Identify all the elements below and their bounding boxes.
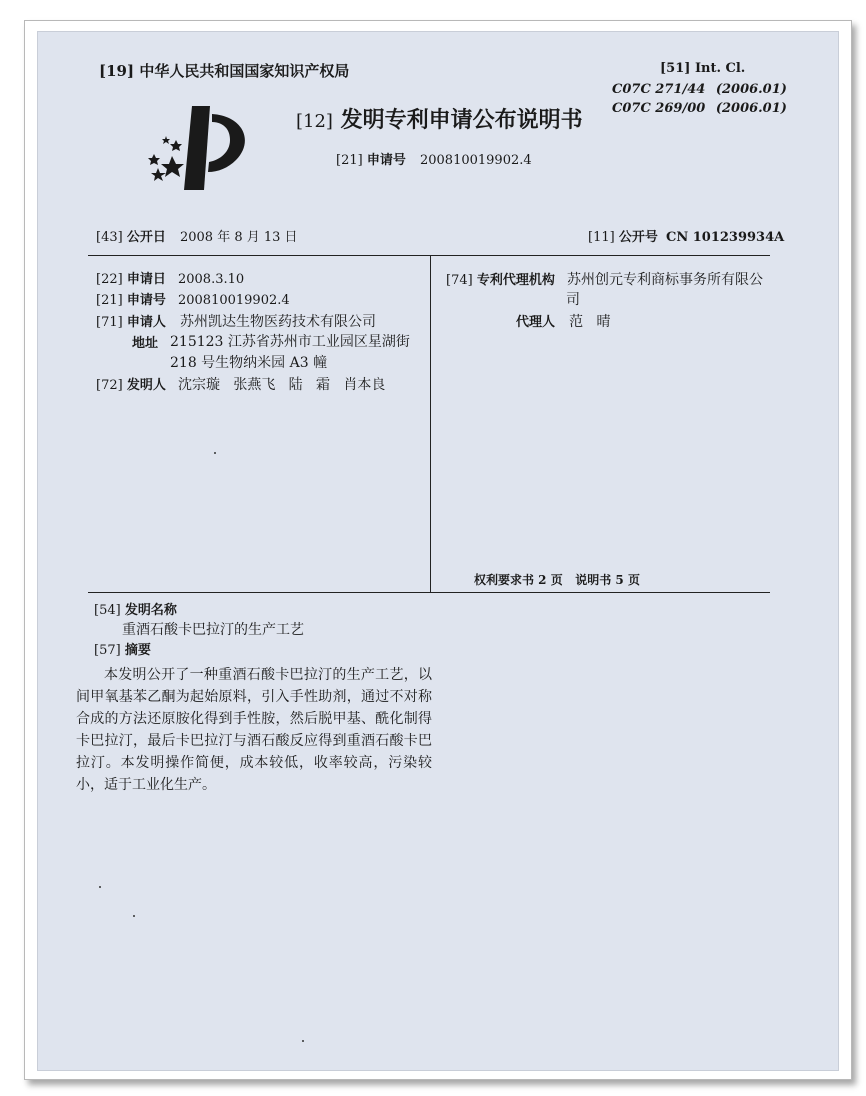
- pub-date-label: 公开日: [126, 230, 166, 245]
- column-divider: [430, 256, 431, 592]
- applicant-code: [71]: [96, 315, 123, 330]
- agency-code: [74]: [446, 273, 473, 288]
- abstract-text: 本发明公开了一种重酒石酸卡巴拉汀的生产工艺，以间甲氧基苯乙酮为起始原料，引入手性助剂，通过不对称合成的方法还原胺化得到手性胺，然后脱甲基、酰化制得卡巴拉汀，最后卡巴拉汀与酒石酸反应得到重酒石酸卡巴拉汀。本发明操作简便，成本较低，收率较高，污染较小，适于工业化生产。: [76, 667, 432, 793]
- publication-date: [96, 230, 298, 246]
- applicant: [96, 314, 376, 331]
- title-code: [54]: [94, 603, 121, 618]
- pub-no-code: [11]: [588, 230, 615, 245]
- agent-label: 代理人: [516, 315, 556, 330]
- pub-date-code: [43]: [96, 230, 123, 245]
- cnipa-logo-icon: [132, 102, 258, 196]
- authority-code: [19]: [99, 62, 135, 80]
- patent-agency: [446, 272, 763, 289]
- divider-bottom: [88, 592, 770, 593]
- invention-title-heading: [94, 603, 177, 619]
- authority-name: 中华人民共和国国家知识产权局: [139, 62, 350, 80]
- int-cl-entry-2: [612, 101, 787, 117]
- agent-name: 范 晴: [569, 314, 611, 330]
- page-count: 权利要求书 2 页 说明书 5 页: [474, 573, 640, 587]
- app-no-value: 200810019902.4: [419, 153, 532, 168]
- abstract-label: 摘要: [124, 643, 151, 658]
- address-line-2: 218 号生物纳米园 A3 幢: [170, 355, 328, 371]
- inventor-label: 发明人: [126, 378, 166, 393]
- int-cl-1-code: C07C 271/44: [612, 82, 706, 97]
- address-line-1: 215123 江苏省苏州市工业园区星湖街: [170, 334, 410, 350]
- publication-number: [588, 230, 784, 246]
- pub-no-label: 公开号: [618, 230, 658, 245]
- filing-date-value: 2008.3.10: [177, 272, 245, 287]
- doc-type-name: 发明专利申请公布说明书: [340, 107, 583, 133]
- doc-type-code: [12]: [296, 111, 333, 132]
- app-no-code: [21]: [336, 153, 363, 168]
- applicant-value: 苏州凯达生物医药技术有限公司: [179, 314, 376, 330]
- int-cl-label: Int. Cl.: [694, 61, 746, 76]
- agency-label: 专利代理机构: [476, 273, 555, 288]
- pub-date-value: 2008 年 8 月 13 日: [179, 230, 298, 245]
- authority-line: [99, 63, 349, 79]
- int-cl-heading: [660, 61, 745, 77]
- applicant-label: 申请人: [126, 315, 166, 330]
- scan-speck: [214, 452, 216, 454]
- scan-speck: [133, 915, 135, 917]
- abstract-code: [57]: [94, 643, 121, 658]
- abstract-heading: [94, 643, 151, 659]
- int-cl-code: [51]: [660, 61, 691, 76]
- int-cl-1-version: (2006.01): [715, 82, 787, 97]
- int-cl-2-version: (2006.01): [715, 101, 787, 116]
- application-number: [96, 293, 290, 309]
- scan-speck: [99, 886, 101, 888]
- filing-date: [96, 272, 244, 288]
- left-app-no-value: 200810019902.4: [177, 293, 290, 308]
- invention-title: 重酒石酸卡巴拉汀的生产工艺: [122, 622, 304, 638]
- pub-no-value: CN 101239934A: [665, 230, 785, 245]
- scan-speck: [302, 1040, 304, 1042]
- title-label: 发明名称: [124, 603, 177, 618]
- inventors: [96, 377, 385, 394]
- agent: [516, 314, 611, 331]
- filing-date-code: [22]: [96, 272, 123, 287]
- header-application-number: [336, 153, 532, 169]
- document-type-title: [296, 107, 583, 135]
- address-label: 地址: [132, 336, 159, 351]
- divider-top: [88, 255, 770, 256]
- inventor-names: 沈宗璇 张燕飞 陆 霜 肖本良: [177, 377, 386, 393]
- int-cl-entry-1: [612, 82, 787, 98]
- inventor-code: [72]: [96, 378, 123, 393]
- filing-date-label: 申请日: [126, 272, 166, 287]
- agency-line-2: 司: [566, 292, 580, 308]
- agency-line-1: 苏州创元专利商标事务所有限公: [566, 272, 763, 288]
- int-cl-2-code: C07C 269/00: [612, 101, 706, 116]
- app-no-label: 申请号: [366, 153, 406, 168]
- left-app-no-code: [21]: [96, 293, 123, 308]
- left-app-no-label: 申请号: [126, 293, 166, 308]
